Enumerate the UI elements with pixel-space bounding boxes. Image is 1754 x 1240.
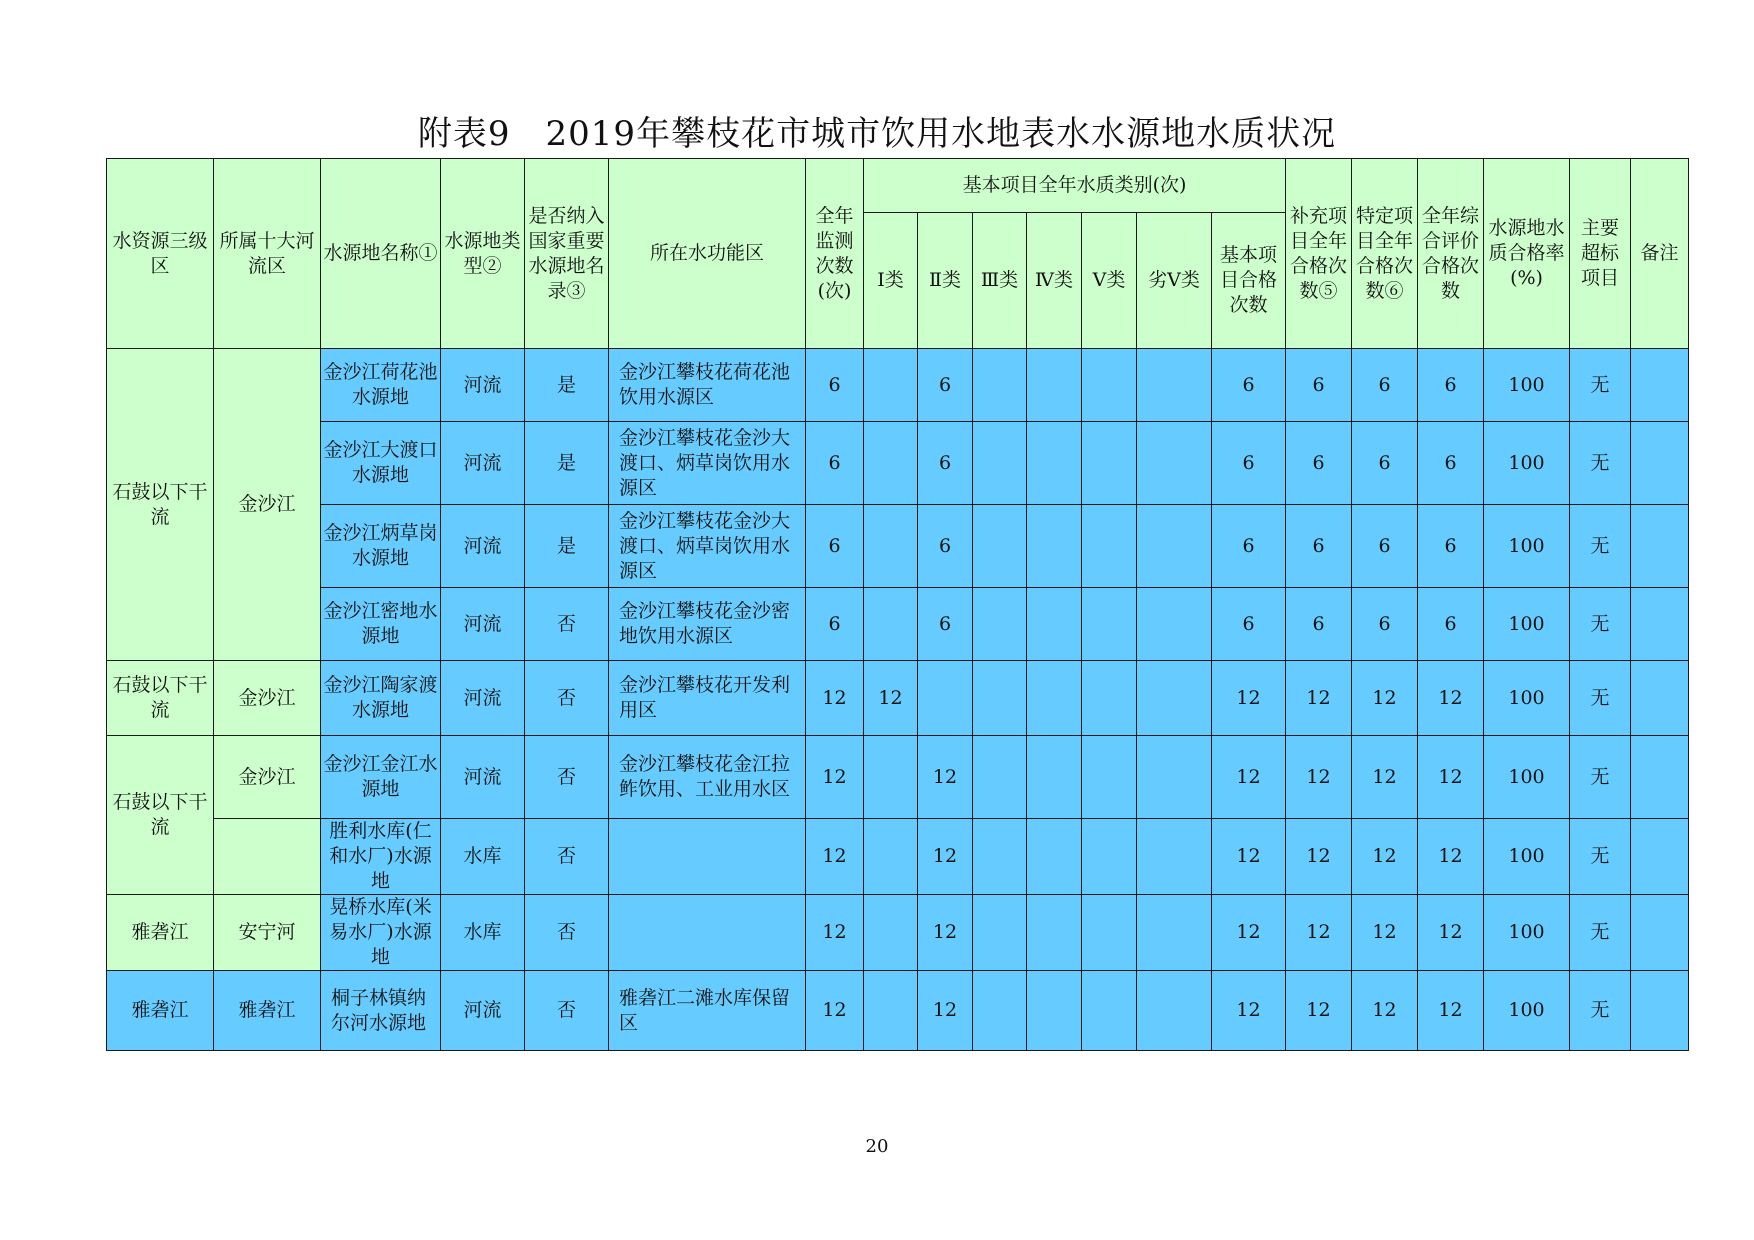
cat4-cell xyxy=(1027,349,1082,422)
col-header-cat4: Ⅳ类 xyxy=(1027,213,1082,349)
river-cell: 雅砻江 xyxy=(214,971,321,1051)
cat1-cell xyxy=(864,895,918,971)
cat3-cell xyxy=(973,895,1027,971)
source-name-cell: 金沙江陶家渡水源地 xyxy=(321,661,441,736)
remark-cell xyxy=(1631,505,1689,588)
source-type-cell: 水库 xyxy=(441,895,525,971)
supp-pass-cell: 6 xyxy=(1286,505,1352,588)
monitor-count-cell: 12 xyxy=(806,819,864,895)
overall-pass-cell: 12 xyxy=(1418,661,1484,736)
table-row xyxy=(107,422,1689,505)
table-row xyxy=(107,736,1689,819)
overall-pass-cell: 6 xyxy=(1418,505,1484,588)
overall-pass-cell: 6 xyxy=(1418,349,1484,422)
cat5-cell xyxy=(1082,349,1137,422)
cat1-cell xyxy=(864,422,918,505)
specific-pass-cell: 12 xyxy=(1352,661,1418,736)
cat4-cell xyxy=(1027,588,1082,661)
national-list-cell: 是 xyxy=(525,422,609,505)
col-header-basic-pass: 基本项目合格次数 xyxy=(1212,213,1286,349)
cat-worse-cell xyxy=(1137,505,1212,588)
basic-pass-cell: 6 xyxy=(1212,505,1286,588)
national-list-cell: 否 xyxy=(525,588,609,661)
pass-rate-cell: 100 xyxy=(1484,588,1570,661)
national-list-cell: 否 xyxy=(525,736,609,819)
pass-rate-cell: 100 xyxy=(1484,349,1570,422)
source-name-cell: 金沙江炳草岗水源地 xyxy=(321,505,441,588)
cat2-cell: 12 xyxy=(918,736,973,819)
overall-pass-cell: 6 xyxy=(1418,588,1484,661)
function-zone-cell: 金沙江攀枝花金沙密地饮用水源区 xyxy=(609,588,806,661)
col-header-specific-pass: 特定项目全年合格次数⑥ xyxy=(1352,159,1418,349)
function-zone-cell xyxy=(609,819,806,895)
cat2-cell: 6 xyxy=(918,505,973,588)
col-header-monitor-count: 全年监测次数(次) xyxy=(806,159,864,349)
cat3-cell xyxy=(973,588,1027,661)
cat-worse-cell xyxy=(1137,819,1212,895)
cat3-cell xyxy=(973,819,1027,895)
exceed-item-cell: 无 xyxy=(1570,588,1631,661)
cat5-cell xyxy=(1082,661,1137,736)
cat4-cell xyxy=(1027,971,1082,1051)
specific-pass-cell: 6 xyxy=(1352,588,1418,661)
basic-pass-cell: 6 xyxy=(1212,349,1286,422)
col-header-source-type: 水源地类型② xyxy=(441,159,525,349)
cat2-cell: 6 xyxy=(918,588,973,661)
cat1-cell xyxy=(864,588,918,661)
source-name-cell: 胜利水库(仁和水厂)水源地 xyxy=(321,819,441,895)
source-type-cell: 河流 xyxy=(441,505,525,588)
cat2-cell xyxy=(918,661,973,736)
monitor-count-cell: 6 xyxy=(806,349,864,422)
col-header-cat3: Ⅲ类 xyxy=(973,213,1027,349)
cat2-cell: 12 xyxy=(918,819,973,895)
cat5-cell xyxy=(1082,422,1137,505)
function-zone-cell: 金沙江攀枝花开发利用区 xyxy=(609,661,806,736)
source-type-cell: 水库 xyxy=(441,819,525,895)
col-header-source-name: 水源地名称① xyxy=(321,159,441,349)
exceed-item-cell: 无 xyxy=(1570,349,1631,422)
overall-pass-cell: 12 xyxy=(1418,736,1484,819)
remark-cell xyxy=(1631,661,1689,736)
national-list-cell: 是 xyxy=(525,505,609,588)
basin-cell: 石鼓以下干流 xyxy=(107,661,214,736)
cat3-cell xyxy=(973,971,1027,1051)
cat3-cell xyxy=(973,736,1027,819)
basin-cell: 石鼓以下干流 xyxy=(107,736,214,895)
cat-worse-cell xyxy=(1137,971,1212,1051)
col-header-cat5: Ⅴ类 xyxy=(1082,213,1137,349)
supp-pass-cell: 6 xyxy=(1286,422,1352,505)
cat5-cell xyxy=(1082,895,1137,971)
remark-cell xyxy=(1631,736,1689,819)
function-zone-cell: 金沙江攀枝花金江拉鲊饮用、工业用水区 xyxy=(609,736,806,819)
table-row xyxy=(107,588,1689,661)
supp-pass-cell: 12 xyxy=(1286,819,1352,895)
cat5-cell xyxy=(1082,505,1137,588)
exceed-item-cell: 无 xyxy=(1570,819,1631,895)
cat3-cell xyxy=(973,505,1027,588)
table-row xyxy=(107,895,1689,971)
cat2-cell: 6 xyxy=(918,349,973,422)
national-list-cell: 否 xyxy=(525,819,609,895)
cat4-cell xyxy=(1027,422,1082,505)
supp-pass-cell: 6 xyxy=(1286,588,1352,661)
pass-rate-cell: 100 xyxy=(1484,971,1570,1051)
cat5-cell xyxy=(1082,819,1137,895)
source-type-cell: 河流 xyxy=(441,971,525,1051)
specific-pass-cell: 12 xyxy=(1352,971,1418,1051)
pass-rate-cell: 100 xyxy=(1484,895,1570,971)
supp-pass-cell: 12 xyxy=(1286,661,1352,736)
table-row xyxy=(107,971,1689,1051)
source-name-cell: 金沙江金江水源地 xyxy=(321,736,441,819)
cat2-cell: 12 xyxy=(918,895,973,971)
cat-worse-cell xyxy=(1137,661,1212,736)
basic-pass-cell: 12 xyxy=(1212,736,1286,819)
function-zone-cell: 金沙江攀枝花金沙大渡口、炳草岗饮用水源区 xyxy=(609,505,806,588)
cat4-cell xyxy=(1027,661,1082,736)
col-header-exceed: 主要超标项目 xyxy=(1570,159,1631,349)
page-number: 20 xyxy=(865,1136,889,1157)
source-name-cell: 桐子林镇纳尔河水源地 xyxy=(321,971,441,1051)
overall-pass-cell: 12 xyxy=(1418,895,1484,971)
cat-worse-cell xyxy=(1137,895,1212,971)
remark-cell xyxy=(1631,588,1689,661)
river-cell: 安宁河 xyxy=(214,895,321,971)
function-zone-cell: 金沙江攀枝花荷花池饮用水源区 xyxy=(609,349,806,422)
exceed-item-cell: 无 xyxy=(1570,971,1631,1051)
basic-pass-cell: 12 xyxy=(1212,661,1286,736)
monitor-count-cell: 12 xyxy=(806,971,864,1051)
cat4-cell xyxy=(1027,736,1082,819)
overall-pass-cell: 6 xyxy=(1418,422,1484,505)
basin-cell: 雅砻江 xyxy=(107,895,214,971)
cat1-cell xyxy=(864,971,918,1051)
pass-rate-cell: 100 xyxy=(1484,661,1570,736)
function-zone-cell: 金沙江攀枝花金沙大渡口、炳草岗饮用水源区 xyxy=(609,422,806,505)
basin-cell: 石鼓以下干流 xyxy=(107,349,214,661)
overall-pass-cell: 12 xyxy=(1418,819,1484,895)
pass-rate-cell: 100 xyxy=(1484,422,1570,505)
national-list-cell: 否 xyxy=(525,971,609,1051)
national-list-cell: 否 xyxy=(525,661,609,736)
cat5-cell xyxy=(1082,971,1137,1051)
source-name-cell: 金沙江密地水源地 xyxy=(321,588,441,661)
exceed-item-cell: 无 xyxy=(1570,895,1631,971)
river-cell-empty xyxy=(214,819,321,895)
river-cell: 金沙江 xyxy=(214,661,321,736)
cat5-cell xyxy=(1082,736,1137,819)
col-header-pass-rate: 水源地水质合格率(%) xyxy=(1484,159,1570,349)
monitor-count-cell: 6 xyxy=(806,588,864,661)
source-name-cell: 晃桥水库(米易水厂)水源地 xyxy=(321,895,441,971)
remark-cell xyxy=(1631,819,1689,895)
function-zone-cell: 雅砻江二滩水库保留区 xyxy=(609,971,806,1051)
cat2-cell: 12 xyxy=(918,971,973,1051)
monitor-count-cell: 12 xyxy=(806,736,864,819)
table-row xyxy=(107,661,1689,736)
source-name-cell: 金沙江荷花池水源地 xyxy=(321,349,441,422)
river-cell: 金沙江 xyxy=(214,736,321,819)
col-header-national: 是否纳入国家重要水源地名录③ xyxy=(525,159,609,349)
exceed-item-cell: 无 xyxy=(1570,661,1631,736)
monitor-count-cell: 12 xyxy=(806,661,864,736)
col-header-basin: 水资源三级区 xyxy=(107,159,214,349)
specific-pass-cell: 6 xyxy=(1352,349,1418,422)
basic-pass-cell: 12 xyxy=(1212,819,1286,895)
source-type-cell: 河流 xyxy=(441,349,525,422)
supp-pass-cell: 12 xyxy=(1286,736,1352,819)
specific-pass-cell: 12 xyxy=(1352,895,1418,971)
cat-worse-cell xyxy=(1137,588,1212,661)
exceed-item-cell: 无 xyxy=(1570,505,1631,588)
col-header-overall-pass: 全年综合评价合格次数 xyxy=(1418,159,1484,349)
col-header-cat-worse: 劣Ⅴ类 xyxy=(1137,213,1212,349)
exceed-item-cell: 无 xyxy=(1570,736,1631,819)
cat-worse-cell xyxy=(1137,349,1212,422)
col-header-remark: 备注 xyxy=(1631,159,1689,349)
cat3-cell xyxy=(973,661,1027,736)
river-cell: 金沙江 xyxy=(214,349,321,661)
pass-rate-cell: 100 xyxy=(1484,736,1570,819)
monitor-count-cell: 6 xyxy=(806,505,864,588)
national-list-cell: 否 xyxy=(525,895,609,971)
basic-pass-cell: 6 xyxy=(1212,588,1286,661)
specific-pass-cell: 12 xyxy=(1352,819,1418,895)
basic-pass-cell: 6 xyxy=(1212,422,1286,505)
col-header-supp-pass: 补充项目全年合格次数⑤ xyxy=(1286,159,1352,349)
monitor-count-cell: 12 xyxy=(806,895,864,971)
table-row xyxy=(107,349,1689,422)
table-row xyxy=(107,505,1689,588)
cat5-cell xyxy=(1082,588,1137,661)
cat3-cell xyxy=(973,422,1027,505)
col-header-cat2: Ⅱ类 xyxy=(918,213,973,349)
col-header-cat1: Ⅰ类 xyxy=(864,213,918,349)
header-row-1 xyxy=(107,159,1689,213)
source-type-cell: 河流 xyxy=(441,588,525,661)
cat-worse-cell xyxy=(1137,422,1212,505)
national-list-cell: 是 xyxy=(525,349,609,422)
source-type-cell: 河流 xyxy=(441,736,525,819)
remark-cell xyxy=(1631,349,1689,422)
table-row xyxy=(107,819,1689,895)
monitor-count-cell: 6 xyxy=(806,422,864,505)
specific-pass-cell: 12 xyxy=(1352,736,1418,819)
pass-rate-cell: 100 xyxy=(1484,819,1570,895)
exceed-item-cell: 无 xyxy=(1570,422,1631,505)
remark-cell xyxy=(1631,422,1689,505)
supp-pass-cell: 6 xyxy=(1286,349,1352,422)
col-header-function-zone: 所在水功能区 xyxy=(609,159,806,349)
cat1-cell xyxy=(864,505,918,588)
supp-pass-cell: 12 xyxy=(1286,895,1352,971)
source-name-cell: 金沙江大渡口水源地 xyxy=(321,422,441,505)
function-zone-cell xyxy=(609,895,806,971)
page-title: 附表9 2019年攀枝花市城市饮用水地表水水源地水质状况 xyxy=(417,114,1337,154)
specific-pass-cell: 6 xyxy=(1352,422,1418,505)
overall-pass-cell: 12 xyxy=(1418,971,1484,1051)
basic-pass-cell: 12 xyxy=(1212,895,1286,971)
col-header-category-group: 基本项目全年水质类别(次) xyxy=(864,159,1286,213)
cat4-cell xyxy=(1027,505,1082,588)
pass-rate-cell: 100 xyxy=(1484,505,1570,588)
cat1-cell xyxy=(864,736,918,819)
cat-worse-cell xyxy=(1137,736,1212,819)
supp-pass-cell: 12 xyxy=(1286,971,1352,1051)
basic-pass-cell: 12 xyxy=(1212,971,1286,1051)
remark-cell xyxy=(1631,895,1689,971)
water-quality-table xyxy=(106,158,1689,1051)
basin-cell: 雅砻江 xyxy=(107,971,214,1051)
cat3-cell xyxy=(973,349,1027,422)
source-type-cell: 河流 xyxy=(441,661,525,736)
remark-cell xyxy=(1631,971,1689,1051)
cat4-cell xyxy=(1027,895,1082,971)
cat1-cell: 12 xyxy=(864,661,918,736)
cat1-cell xyxy=(864,349,918,422)
source-type-cell: 河流 xyxy=(441,422,525,505)
specific-pass-cell: 6 xyxy=(1352,505,1418,588)
cat1-cell xyxy=(864,819,918,895)
cat2-cell: 6 xyxy=(918,422,973,505)
col-header-river: 所属十大河流区 xyxy=(214,159,321,349)
cat4-cell xyxy=(1027,819,1082,895)
